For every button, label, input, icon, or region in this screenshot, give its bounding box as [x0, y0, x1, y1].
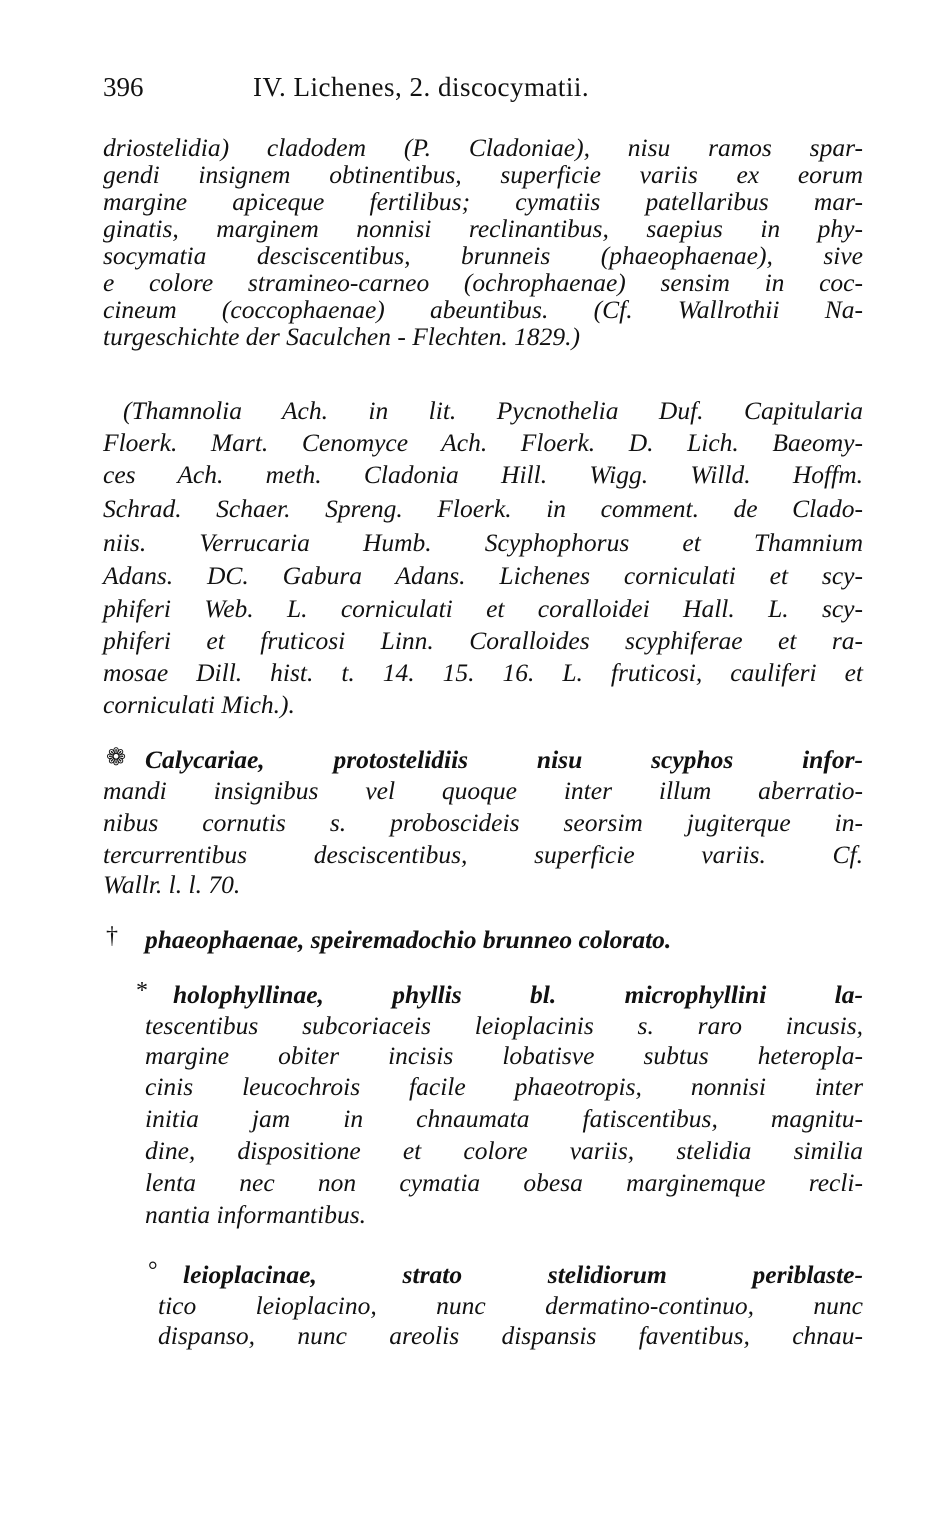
text-line: turgeschichte der Saculchen - Flechten. 1829.)	[103, 322, 581, 351]
text-line: Floerk. Mart. Cenomyce Ach. Floerk. D. Lich. Baeomy-	[103, 428, 863, 457]
text-line: margine obiter incisis lobatisve subtus heteropla-	[145, 1041, 863, 1070]
text-line: ginatis, marginem nonnisi reclinantibus, saepius in phy-	[103, 214, 863, 243]
text-line: lenta nec non cymatia obesa marginemque recli-	[145, 1168, 863, 1197]
paragraph-first-line: driostelidia) cladodem (P. Cladoniae), nisu ramos spar-	[103, 133, 863, 162]
text-line: nibus cornutis s. proboscideis seorsim jugiterque in-	[103, 808, 863, 837]
text-line: niis. Verrucaria Humb. Scyphophorus et Thamnium	[103, 528, 863, 557]
paragraph-first-line: Calycariae, protostelidiis nisu scyphos infor-	[145, 745, 863, 774]
text-line: mandi insignibus vel quoque inter illum aberratio-	[103, 776, 863, 805]
text-line: dine, dispositione et colore variis, stelidia similia	[145, 1136, 863, 1165]
text-line: Schrad. Schaer. Spreng. Floerk. in comment. de Clado-	[103, 494, 863, 523]
paragraph-first-line: leioplacinae, strato stelidiorum periblaste-	[183, 1260, 863, 1289]
text-line: tescentibus subcoriaceis leioplacinis s. raro incusis,	[145, 1011, 863, 1040]
text-line: initia jam in chnaumata fatiscentibus, magnitu-	[145, 1104, 863, 1133]
text-line: nantia informantibus.	[145, 1200, 367, 1229]
text-line: margine apiceque fertilibus; cymatiis patellaribus mar-	[103, 187, 863, 216]
running-title: IV. Lichenes, 2. discocymatii.	[253, 72, 590, 102]
text-line: e colore stramineo-carneo (ochrophaenae) sensim in coc-	[103, 268, 863, 297]
page-number: 396	[103, 72, 144, 102]
text-line: cinis leucochrois facile phaeotropis, nonnisi inter	[145, 1072, 863, 1101]
text-line: dispanso, nunc areolis dispansis faventibus, chnau-	[158, 1321, 863, 1350]
paragraph-marker: *	[136, 978, 148, 1004]
text-line: socymatia desciscentibus, brunneis (phaeophaenae), sive	[103, 241, 863, 270]
text-line: corniculati Mich.).	[103, 690, 295, 719]
paragraph-marker: ❁	[106, 745, 127, 771]
text-line: tercurrentibus desciscentibus, superficie variis. Cf.	[103, 840, 863, 869]
paragraph-first-line: phaeophaenae, speiremadochio brunneo colorato.	[145, 925, 672, 954]
paragraph-first-line: holophyllinae, phyllis bl. microphyllini la-	[173, 980, 863, 1009]
text-line: phiferi Web. L. corniculati et coralloidei Hall. L. scy-	[103, 594, 863, 623]
text-line: Adans. DC. Gabura Adans. Lichenes corniculati et scy-	[103, 561, 863, 590]
text-line: Wallr. l. l. 70.	[103, 870, 241, 899]
text-line: phiferi et fruticosi Linn. Coralloides scyphiferae et ra-	[103, 626, 863, 655]
text-line: tico leioplacino, nunc dermatino-continuo, nunc	[158, 1291, 863, 1320]
paragraph-marker: †	[106, 923, 118, 949]
text-line: gendi insignem obtinentibus, superficie variis ex eorum	[103, 160, 863, 189]
paragraph-first-line: (Thamnolia Ach. in lit. Pycnothelia Duf. Capitularia	[123, 396, 863, 425]
text-line: cineum (coccophaenae) abeuntibus. (Cf. Wallrothii Na-	[103, 295, 863, 324]
text-line: ces Ach. meth. Cladonia Hill. Wigg. Willd. Hoffm.	[103, 460, 863, 489]
text-line: mosae Dill. hist. t. 14. 15. 16. L. fruticosi, cauliferi et	[103, 658, 863, 687]
paragraph-marker: °	[148, 1258, 158, 1284]
